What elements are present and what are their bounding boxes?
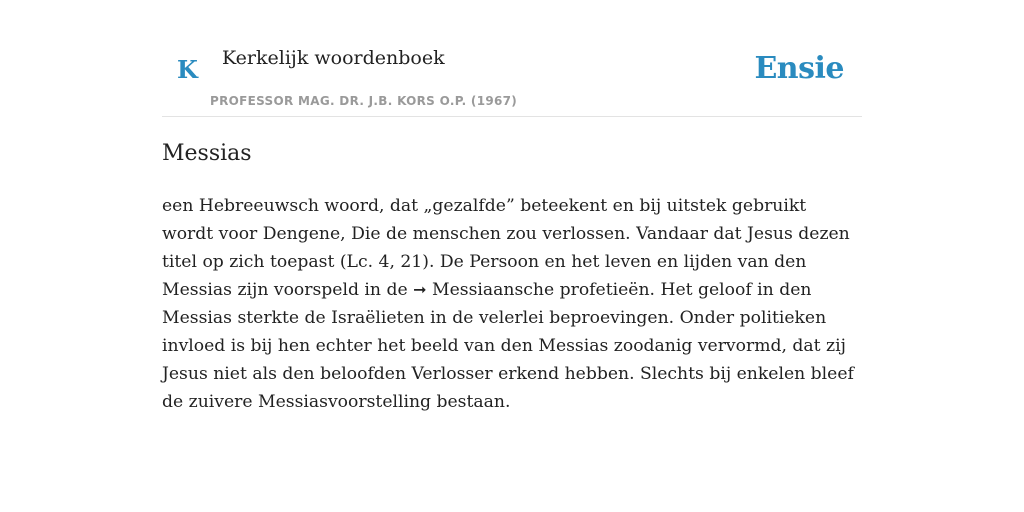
author-label: PROFESSOR MAG. DR. J.B. KORS O.P. (1967) [210, 94, 518, 108]
entry-text-before: een Hebreeuwsch woord, dat „gezalfde” beteekent en bij uitstek gebruikt wordt voor Dengene, Die de menschen zou verlossen. Vandaar dat Jesus dezen titel op zich toepast (Lc. 4, 21). De Persoon en het leven en lijden van den Messias zijn voorspeld in de [162, 196, 850, 300]
entry-body [162, 192, 862, 416]
cross-reference-arrow-icon: ➞ [413, 280, 427, 299]
book-title[interactable]: Kerkelijk woordenboek [222, 47, 445, 69]
header [162, 0, 862, 117]
ensie-logo[interactable]: Ensie [754, 51, 844, 86]
entry-text-after: . Het geloof in den Messias sterkte de Israëlieten in de velerlei beproevingen. Onder politieken invloed is bij hen echter het beeld van den Messias zoodanig vervormd, dat zij Jesus niet als den beloofden Verlosser erkend hebben. Slechts bij enkelen bleef de zuivere Messiasvoorstelling bestaan. [162, 280, 854, 412]
cross-reference-link[interactable]: Messiaansche profetieën [431, 280, 650, 300]
book-logo[interactable]: K [177, 55, 198, 84]
entry-title: Messias [162, 141, 252, 166]
entry-paragraph [162, 192, 862, 416]
